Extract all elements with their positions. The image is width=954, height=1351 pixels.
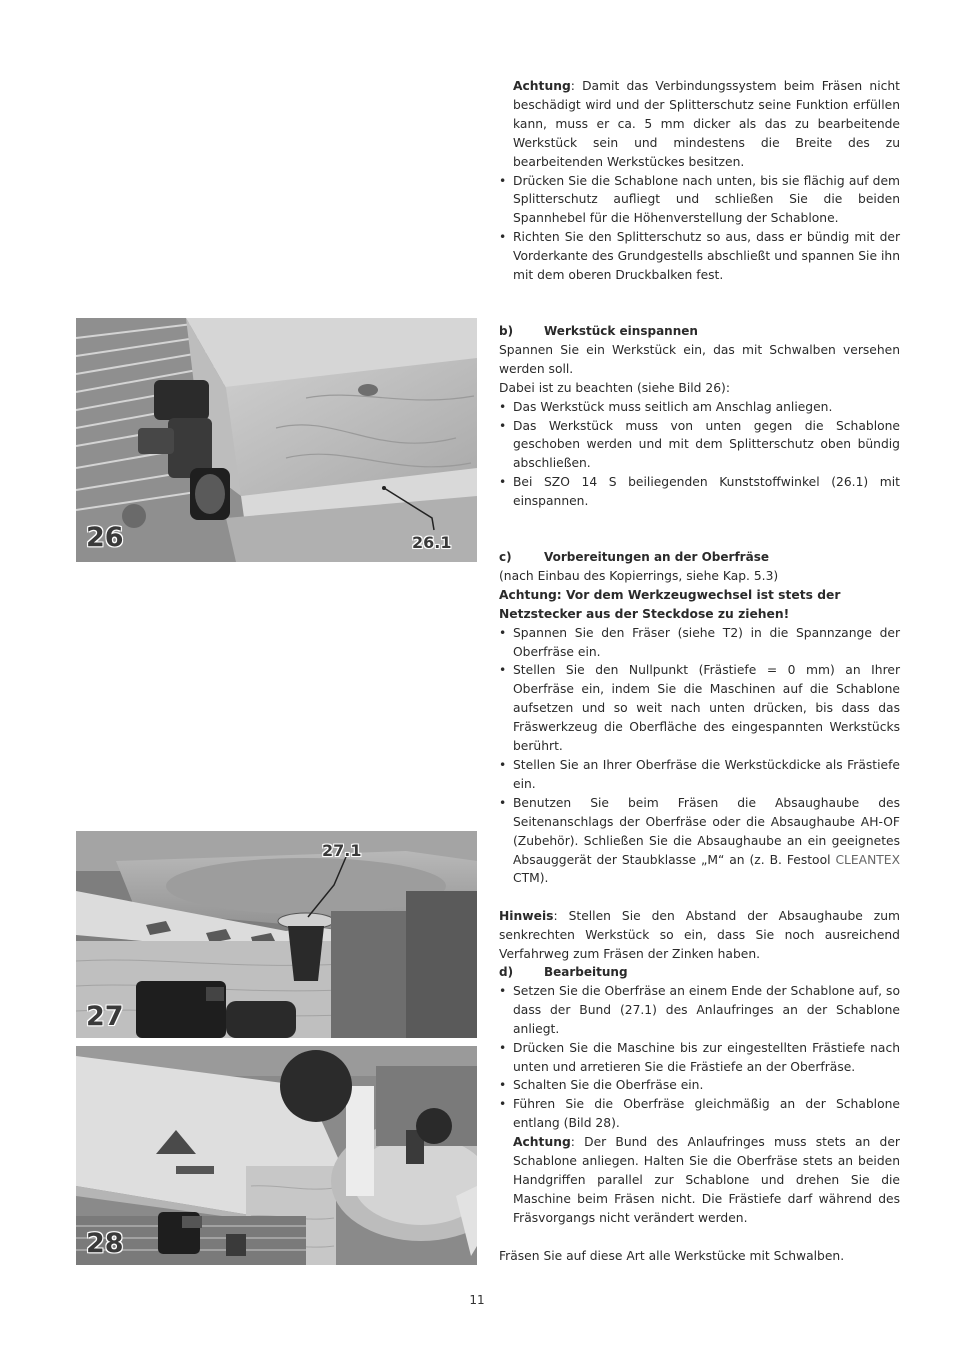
- figure-27-callout: 27.1: [322, 841, 362, 860]
- list-item: • Benutzen Sie beim Fräsen die Absaughaube des Seitenanschlags der Oberfräse oder die Absaughaube AH-OF (Zubehör). Schließen Sie die Absaughaube an ein geeignetes Absauggerät der Staubklasse „M“ an (z. B. Festool CLEANTEX CTM).: [499, 794, 900, 889]
- figure-28-number: 28: [86, 1228, 124, 1259]
- brand-cleantex: CLEANTEX: [835, 852, 900, 867]
- section-b-text1: Spannen Sie ein Werkstück ein, das mit Schwalben versehen werden soll.: [499, 342, 900, 376]
- list-item: • Das Werkstück muss von unten gegen die Schablone geschoben werden und mit dem Splitterschutz oben bündig abschließen.: [499, 417, 900, 474]
- list-item: • Drücken Sie die Maschine bis zur eingestellten Frästiefe nach unten und arretieren Sie die Frästiefe an der Oberfräse.: [499, 1039, 900, 1077]
- figure-28: [76, 1046, 477, 1265]
- section-b-bullets: [499, 398, 900, 511]
- list-item: • Das Werkstück muss seitlich am Anschlag anliegen.: [499, 398, 900, 417]
- list-item: • Drücken Sie die Schablone nach unten, bis sie flächig auf dem Splitterschutz aufliegt und schließen Sie die beiden Spannhebel für die Höhenverstellung der Schablone.: [499, 172, 900, 229]
- list-item: • Führen Sie die Oberfräse gleichmäßig an der Schablone entlang (Bild 28). Achtung: Der Bund des Anlaufringes muss stets an der Schablone anliegen. Halten Sie die Oberfräse stets an beiden Handgriffen parallel zur Schablone und drehen Sie die Maschine beim Fräsen nicht. Die Frästiefe darf während des Fräsvorgangs nicht verändert werden.: [499, 1095, 900, 1227]
- section-d-bullets: [499, 982, 900, 1228]
- section-b-text2: Dabei ist zu beachten (siehe Bild 26):: [499, 380, 730, 395]
- section-d-heading: d) Bearbeitung: [499, 965, 628, 979]
- figure-27-photo: [76, 831, 477, 1038]
- list-item: • Schalten Sie die Oberfräse ein.: [499, 1076, 900, 1095]
- section-c-heading: c) Vorbereitungen an der Oberfräse: [499, 550, 769, 564]
- intro-achtung: Achtung: Damit das Verbindungssystem beim Fräsen nicht beschädigt wird und der Splitterschutz seine Funktion erfüllen kann, muss er ca. 5 mm dicker als das zu bearbeitende Werkstück sein und mindestens die Breite des zu bearbeitenden Werkstückes besitzen.: [513, 79, 900, 169]
- section-c-hinweis: Hinweis: Stellen Sie den Abstand der Absaughaube zum senkrechten Werkstück so ein, dass Sie noch ausreichend Verfahrweg zum Fräsen der Zinken haben.: [499, 909, 900, 962]
- list-item: • Stellen Sie den Nullpunkt (Frästiefe = 0 mm) an Ihrer Oberfräse ein, indem Sie die Maschinen auf die Schablone aufsetzen und so weit nach unten drücken, bis dass das Fräswerkzeug die Oberfläche des eingespannten Werkstücks berührt.: [499, 661, 900, 756]
- section-d-closing: Fräsen Sie auf diese Art alle Werkstücke mit Schwalben.: [499, 1248, 845, 1263]
- section-c-note: (nach Einbau des Kopierrings, siehe Kap. 5.3): [499, 568, 779, 583]
- list-item: • Richten Sie den Splitterschutz so aus, dass er bündig mit der Vorderkante des Grundgestells abschließt und spannen Sie ihn mit dem oberen Druckbalken fest.: [499, 228, 900, 285]
- section-c-bullets: [499, 624, 900, 889]
- page-number: 11: [469, 1293, 485, 1307]
- figure-26-photo: [76, 318, 477, 562]
- list-item: • Spannen Sie den Fräser (siehe T2) in die Spannzange der Oberfräse ein.: [499, 624, 900, 662]
- intro-block: [499, 77, 900, 285]
- section-d-achtung: Achtung: Der Bund des Anlaufringes muss stets an der Schablone anliegen. Halten Sie die Oberfräse stets an beiden Handgriffen parallel zur Schablone und drehen Sie die Maschine beim Fräsen nicht. Die Frästiefe darf während des Fräsvorgangs nicht verändert werden.: [513, 1135, 900, 1225]
- figure-28-photo: [76, 1046, 477, 1265]
- figure-27-number: 27: [86, 1001, 124, 1032]
- figure-27: [76, 831, 477, 1038]
- section-c: [499, 548, 900, 964]
- figure-26-callout: 26.1: [412, 533, 452, 552]
- figure-26-number: 26: [86, 522, 124, 553]
- list-item: • Setzen Sie die Oberfräse an einem Ende der Schablone auf, so dass der Bund (27.1) des Anlaufringes an der Schablone anliegt.: [499, 982, 900, 1039]
- intro-bullets: [499, 172, 900, 285]
- list-item: • Stellen Sie an Ihrer Oberfräse die Werkstückdicke als Frästiefe ein.: [499, 756, 900, 794]
- section-b: [499, 322, 900, 511]
- list-item: • Bei SZO 14 S beiliegenden Kunststoffwinkel (26.1) mit einspannen.: [499, 473, 900, 511]
- figure-26: [76, 318, 477, 562]
- section-d: [499, 963, 900, 1265]
- section-b-heading: b) Werkstück einspannen: [499, 324, 698, 338]
- section-c-warning: Achtung: Vor dem Werkzeugwechsel ist stets der Netzstecker aus der Steckdose zu ziehen!: [499, 587, 841, 621]
